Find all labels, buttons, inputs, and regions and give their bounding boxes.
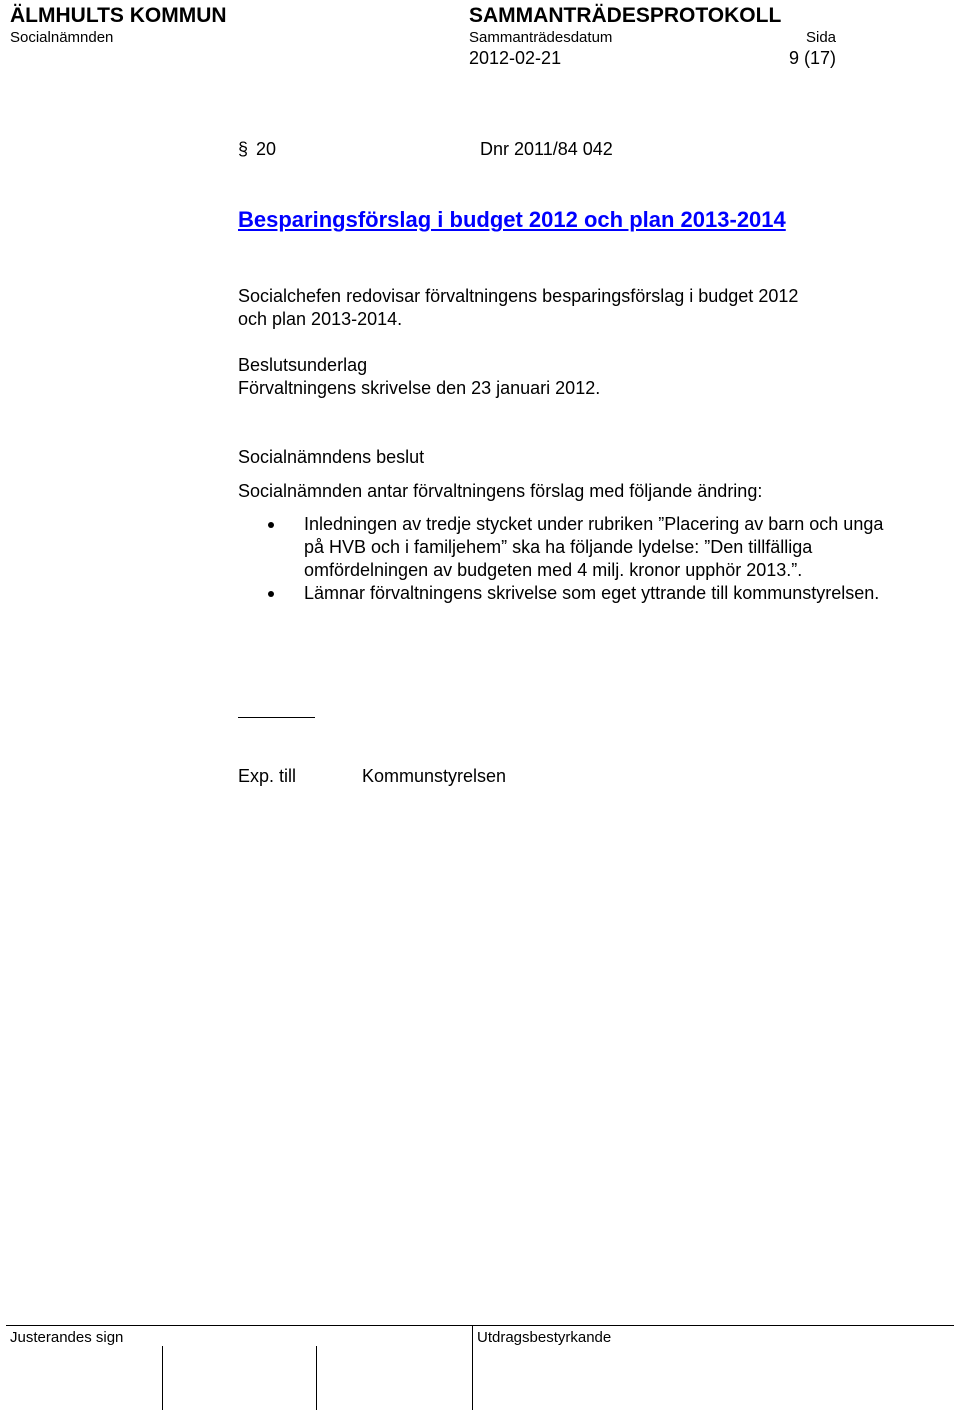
footer-top-rule (6, 1325, 954, 1326)
signature-box-divider (162, 1346, 163, 1410)
section-title: Besparingsförslag i budget 2012 och plan 2013-2014 (238, 207, 786, 232)
page-number: 9 (17) (789, 48, 837, 68)
signature-box-divider (316, 1346, 317, 1410)
exp-recipient: Kommunstyrelsen (362, 766, 507, 786)
diary-number: Dnr 2011/84 042 (480, 139, 613, 159)
bullet-icon (268, 591, 274, 597)
intro-line-1: Socialchefen redovisar förvaltningens besparingsförslag i budget 2012 (238, 286, 799, 306)
basis-heading: Beslutsunderlag (238, 355, 368, 375)
bullet-text: Lämnar förvaltningens skrivelse som eget yttrande till kommunstyrelsen. (304, 583, 880, 603)
decision-bullet-list (268, 513, 908, 605)
signature-label: Justerandes sign (10, 1329, 124, 1346)
decision-text: Socialnämnden antar förvaltningens förslag med följande ändring: (238, 481, 763, 501)
paragraph-sign: § (238, 139, 249, 159)
exp-label: Exp. till (238, 766, 297, 786)
separator-line (238, 717, 315, 718)
page-label: Sida (806, 29, 837, 46)
organization-name: ÄLMHULTS KOMMUN (10, 4, 227, 27)
bullet-text: Inledningen av tredje stycket under rubriken ”Placering av barn och unga på HVB och i familjehem” ska ha följande lydelse: ”Den tillfälliga omfördelningen av budgeten med 4 milj. kronor upphör 2013.”. (304, 514, 884, 580)
date-label: Sammanträdesdatum (469, 29, 613, 46)
certification-label: Utdragsbestyrkande (477, 1329, 612, 1346)
document-type: SAMMANTRÄDESPROTOKOLL (469, 4, 782, 27)
intro-line-2: och plan 2013-2014. (238, 309, 403, 329)
meeting-date: 2012-02-21 (469, 48, 562, 68)
footer-divider (472, 1326, 473, 1410)
list-item (268, 582, 908, 605)
paragraph-number: 20 (256, 139, 277, 159)
decision-heading: Socialnämndens beslut (238, 447, 425, 467)
bullet-icon (268, 522, 274, 528)
committee-name: Socialnämnden (10, 29, 114, 46)
list-item (268, 513, 908, 582)
basis-text: Förvaltningens skrivelse den 23 januari 2012. (238, 378, 601, 398)
